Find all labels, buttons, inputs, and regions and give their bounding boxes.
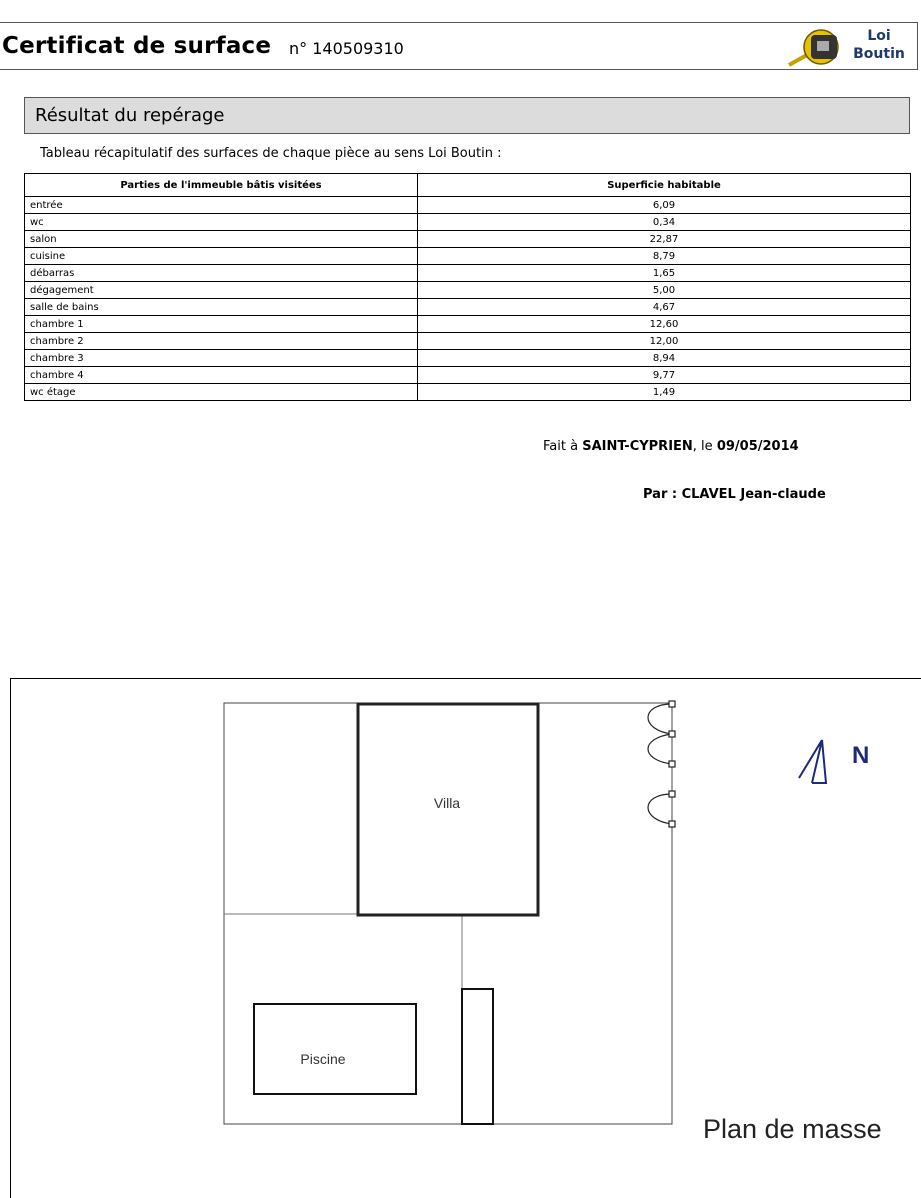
section-title: Résultat du repérage [24, 97, 910, 134]
room-surface: 22,87 [418, 231, 911, 248]
room-name: salle de bains [25, 299, 418, 316]
signature-place: SAINT-CYPRIEN [582, 439, 693, 454]
pool-house-outline [462, 989, 493, 1124]
room-name: débarras [25, 265, 418, 282]
room-name: cuisine [25, 248, 418, 265]
logo-line2: Boutin [853, 46, 905, 62]
room-surface: 1,49 [418, 384, 911, 401]
room-name: chambre 4 [25, 367, 418, 384]
fait-prefix: Fait à [543, 439, 583, 454]
header-pieces: Parties de l'immeuble bâtis visitées [25, 174, 418, 197]
room-surface: 8,79 [418, 248, 911, 265]
room-surface: 8,94 [418, 350, 911, 367]
room-surface: 6,09 [418, 197, 911, 214]
villa-label: Villa [433, 795, 461, 811]
room-name: entrée [25, 197, 418, 214]
pool-outline [254, 1004, 416, 1094]
pool-label: Piscine [300, 1051, 346, 1067]
section-intro: Tableau récapitulatif des surfaces de chaque pièce au sens Loi Boutin : [40, 146, 502, 161]
room-name: chambre 3 [25, 350, 418, 367]
room-surface: 9,77 [418, 367, 911, 384]
room-surface: 12,60 [418, 316, 911, 333]
room-surface: 4,67 [418, 299, 911, 316]
le-text: , le [692, 439, 717, 454]
plan-title: Plan de masse [703, 1114, 882, 1144]
signature-date: 09/05/2014 [716, 439, 799, 454]
room-surface: 0,34 [418, 214, 911, 231]
header-superficie: Superficie habitable [418, 174, 911, 197]
room-name: chambre 2 [25, 333, 418, 350]
room-surface: 12,00 [418, 333, 911, 350]
room-name: dégagement [25, 282, 418, 299]
room-name: chambre 1 [25, 316, 418, 333]
room-surface: 5,00 [418, 282, 911, 299]
certificate-title: Certificat de surface [2, 33, 272, 59]
north-arrow-icon [799, 740, 826, 783]
north-label: N [852, 742, 870, 769]
signature-author: Par : CLAVEL Jean-claude [643, 487, 826, 502]
gates [648, 701, 675, 827]
room-name: wc [25, 214, 418, 231]
room-name: salon [25, 231, 418, 248]
room-name: wc étage [25, 384, 418, 401]
logo-line1: Loi [867, 28, 891, 44]
room-surface: 1,65 [418, 265, 911, 282]
certificate-number: n° 140509310 [289, 39, 404, 58]
